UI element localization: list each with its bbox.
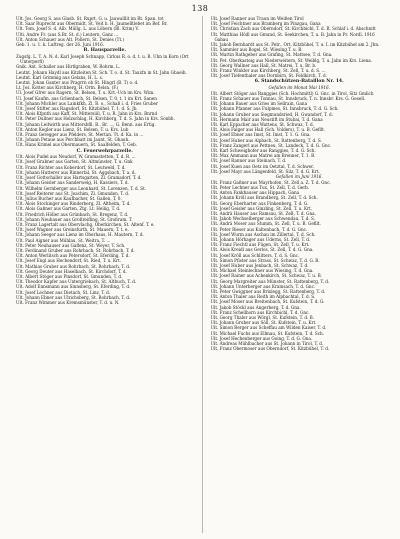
column-divider — [202, 16, 203, 533]
list-entry: Ult. Jakob Bernhardt aus St. Petr., Ort. Kitzbühel, T. u. I. im Kitzbühel am 2. Jhn. — [210, 42, 380, 48]
list-entry: Ult. Georg Margreiter aus Münster, St. Rattenberg, T. d. — [210, 278, 330, 284]
list-entry: Ult. Josef Wurm aus Aschau im Zillertal, T. d. Sch. — [210, 231, 316, 237]
list-entry: Geb. 1. u. 1. k. Luftreg. der 26. Juni 1916. — [16, 42, 105, 48]
list-entry: Ult. Georg Deuter aus Haselbach, St. Kirchdorf, T. d. — [16, 268, 127, 274]
two-column-body — [16, 16, 388, 533]
list-entry: Ult. Jakob Wechselberger aus Schwendau, T. d. S. — [210, 216, 315, 222]
list-entry: Ult. Anton Fankhauser aus Hippach, Gana — [210, 190, 300, 196]
list-entry: Ult. Albert Stöger aus Ranggies (Sch. Hochmittl) G. Gnc. in Tirol, Sitz Gmlich — [210, 90, 374, 96]
list-entry: Ult. Franz Gaßner aus Mayrhofen, St. Zell a. Z. T. d. Gnc. — [210, 179, 331, 185]
list-entry: Ult. Franz Wimmer aus Kremsmünster, T. d. u. N. — [16, 299, 120, 305]
list-entry: Ult. Josef Kröll aus Schlitters, T. d. S. Gnc. — [210, 252, 300, 258]
left-column — [16, 16, 194, 533]
list-entry: Ul. Josef Kaufm. aus Grlienbach, St. Belsen, T. 0, t. 1 im Krt. Sanen — [16, 95, 157, 101]
list-entry: Ult. Georg Thaler aus Wörgl, St. Kufstein, T. d. B. — [210, 315, 315, 321]
list-entry: Ult. Alois Gaßner aus Garten, Ztg. Lt. Heilig, T. d. — [16, 206, 121, 212]
list-entry: Ult. Mathias Gruber aus Rohrbach, St. Rohrbach, T. d. — [16, 263, 131, 269]
list-entry: Ult. Anton Werlitsch aus Petersdorf, St. Eferding, T. d. — [16, 253, 130, 259]
list-entry: Ult. Jakob Stöckl aus Angerberg, T. d. Gna. — [210, 304, 301, 310]
list-entry: Lt. Jos. Kotter aus Kirchberg, H. Ortn. Belsn. (F.) — [16, 85, 119, 91]
list-entry: Ul. Josef Gfrer aus Ragern, St. Belsen, T. u. Krt.-Uch im Krs. Wim. — [16, 90, 155, 96]
list-entry: Ult. Johann Unterberger aus Kramsach, T. d. Gnc. — [210, 283, 316, 289]
list-entry: Ult. Franz Zangerl aus Pettneu, St. Landeck, T. d. G. Gnc. — [210, 142, 332, 148]
list-entry: Ult. Josef Ebner aus Imst, St. Imst, T. 1. G. Gna. — [210, 132, 311, 138]
list-entry: Ult. Franz Obermoser aus Oberndorf, St. Kitzbühel, T. d. — [210, 346, 330, 352]
section-heading: C. Feuerwehrparzelle. — [76, 148, 133, 154]
list-entry: Ult. Franz Schauer aus Tonnau, St. Innsbruck, T. n. Innsbr. Krs. G. Gesell. — [210, 96, 366, 102]
list-entry: Ult. Johann Petaue aus Perchbatt im Jaunt, St. Ghauh. — [16, 137, 130, 143]
list-entry: Ult. Josef Feichtner aus Bramberg im Pinzgau, Gana — [210, 21, 321, 27]
list-entry: Ult. Josef Gottschaller aus Hartsgarten, Zl. Gramadorf, T. d. — [16, 175, 142, 181]
list-entry: Ult. Josef Ranner aus Traun im Weißen Tirol — [210, 16, 304, 21]
list-entry: Gnik. Ant. Schaller aus Hirtlgraben, W. Rohrm. L. — [16, 64, 121, 70]
list-entry: Ult. Josef Hechenberger aus Going, T. d. G. Gna. — [210, 335, 313, 341]
list-entry: Ult. Matthias Hödl aus Gmund, St. Seekirchen, T. u. B. Jahn in Pr. Nordl. 1916 Gabau — [210, 31, 375, 42]
list-entry: Zugsfg. L. T. A. N. d. Karl Joseph Schnapp, Cirkus R. o. d. t. u. B. Uhn in Korn (Ort Unterperfl) — [16, 53, 189, 65]
list-entry: Ult. Michael Steinlechner aus Wiesing, T. d. Gna. — [210, 268, 314, 274]
list-entry: Ult. Albert Stöger aus Pinsdorf, St. Gmunden, T. d. — [16, 273, 123, 279]
list-entry: Ult. Franz Richter aus Koberdorf, St. Leutweld, T. d. — [16, 164, 126, 170]
list-entry: Ult. Johann Ebner aus Ulrichsberg, St. Rohrbach, T. d. — [16, 294, 131, 300]
list-entry: Ult. Hans Krimel aus Obermauern, St. Saalfelden, T. Geb. — [16, 142, 138, 148]
section-heading: 6. Standschützen-Bataillon Nr. 14. — [254, 79, 344, 85]
list-entry: Ult. Johann Kröll aus Brandberg, St. Zell, T. d. Sch. — [210, 195, 318, 201]
list-entry: Ult. Jos. Georg S. aus Glasb. St. Ruprt. G. u. Jauwalllit im Rt. Span. tot — [16, 16, 164, 21]
list-entry: Ult. Johann Pfanner aus Fulpmes, St. Innsbruck, T. d. G. Sch. — [210, 106, 339, 112]
section-heading: B. Hausparzelle. — [83, 48, 126, 54]
list-entry: Ult. Johann Bauer aus Gries im Sellrain, Gana — [210, 101, 308, 107]
list-entry: Ult. Franz Fiechtl aus Fügen, St. Zell, T. u. Krt. — [210, 242, 310, 248]
list-entry: Ult. Adolf Ennsmann aus Sinnsberg, St. Eferding, T. d. — [16, 284, 131, 290]
list-entry: Ult. Alois Stockinger aus Rinderberg, Zl. Altheim, T. d. — [16, 201, 131, 207]
list-entry: Ult. Josef Tiefenthaler aus Dornbirn, St. Feldkirch, T. d. — [210, 73, 327, 79]
list-entry: Ult. Johann Neubauer aus Großreifling, St. Großram. T. — [16, 216, 133, 222]
list-entry: Ult. Simon Pfister aus Strass, St. Schwaz, T. d. G. B. — [210, 257, 320, 263]
list-entry: Ult. Franz Geregger aus Pfelders, St. Mertan. Tt. d. Ka. in ... — [16, 131, 144, 137]
list-entry: Ult. Josef Wagner aus Greinsfurth, St. Mauern, T. t. e. — [16, 227, 129, 233]
list-entry: Ult. Johann Seeger aus Lienz im Oberhaus, H. Mautern, T. d. — [16, 232, 144, 238]
list-entry: Ult. Georg Eberharter aus Finkenberg, T. d. G. — [210, 200, 309, 206]
list-entry: Ult. Georg Wallner aus Hall, St. Matrei, T. u. Br. b. — [210, 62, 317, 68]
list-entry: Ult. Sammler aus Bogel, St. Wiesing T. u. B. — [210, 47, 303, 53]
list-entry: Ult. Peter Lechner aus Tux, St. Zell, T. d. Gerb. — [210, 185, 310, 190]
list-entry: Ult. Johann Michler aus Lainkfkh, Zl. B. o., Schaß i. d. Fries Gruber — [16, 100, 158, 106]
list-entry: Ulti. Andre Fr. (aus S.Br. St. d.) Leutern, Ganz ... — [16, 31, 119, 37]
list-entry: Leutnt. Johann Haydl aus Kitzleiten St. Sch. T. o. d. St. Tauxfn in St. Jahn Gbaeih. — [16, 69, 187, 75]
list-entry: Ult. Josef Ranner aus Steinach, T. d. — [210, 158, 287, 164]
list-entry: Ult. Josef Rainer aus Achenkirch, St. Schwaz, T. u. B. — [210, 273, 322, 279]
list-entry: Ult. Peter Rieser aus Kaltenbach, T. d. G. Gnc. — [210, 226, 308, 232]
list-entry: Ult. Anton Kegler aus Lienz, St. Belsen, T. u. Krs. Lub — [16, 126, 129, 132]
list-entry: Ult. Johann Gruber aus Söll, St. Kufstein, T. u. Krt. — [210, 320, 317, 326]
list-entry: Ult. Josef Geisler aus Ginzling, St. Zell, T. u. Krt. — [210, 205, 312, 211]
list-entry: Ult. Andrä Hauser aus Ramsau, St. Zell, T. d. Gna. — [210, 211, 316, 217]
list-entry: Ult. Johann Geisler aus Sanderwelg, H. Kassiers, T. d. — [16, 180, 129, 186]
list-entry: Ult. Alois Pudel aus Neudorf, W. Gramastetten, T. d. R. ... — [16, 154, 136, 160]
list-entry: Ult. Peter Gwiggner aus Brixlegg, St. Rattenberg, T. d. — [210, 289, 326, 295]
list-entry: Ult. Franz Schellhorn aus Kirchbichl, T. d. Gnc. — [210, 309, 310, 315]
list-entry: Ult. Hermann Mair aus Neustift im Stubai, T. d. Gana — [210, 116, 323, 122]
list-entry: Ult. Anton Schauer aus Alt. Pollern, St. Denies (Tt.) — [16, 36, 125, 42]
list-entry: Ult. Andreas Mühlbacher aus St. Johann in Tirol, T. d. — [210, 341, 324, 347]
list-entry: Ult. Theodor Kapfer aus Untergriebach, St. Altbuch, T. d. — [16, 279, 137, 285]
list-entry: Leutnt. Johan Ganter aus Pragrrn ob St. Hingrl (B. T) o. d. — [16, 79, 139, 85]
list-entry: Ult. Alois Kreidl aus Gerlos, St. Zell, T. d. G. Gna. — [210, 247, 314, 253]
list-entry: Leutnt. Karl Grimmig aus Gelans, H. L. s. — [16, 74, 104, 80]
list-entry: Ult. Josef Huber aus Alpbach, St. Rattenberg, T. d. S. — [210, 137, 322, 143]
list-entry: Ult. Josef Grabner aus Garten, St. Altmünster, T. u. Gnk — [16, 159, 133, 165]
list-entry: Ult. Michael Fuchs aus Ellmau, St. Kufstein, T. d. Sch. — [210, 330, 325, 336]
list-entry: Ult. Josef Kuen aus Oetz im Oetztal, T. d. Schwer. — [210, 163, 314, 169]
page-number: 138 — [191, 4, 209, 13]
list-entry: Ult. Josef Lechner aus Dietach, St. Linz, T. d. — [16, 289, 111, 295]
list-entry: Ult. Johann Gruber aus Siegmundsried, H. Gwandorf, T. d. — [210, 111, 333, 117]
list-entry: Ult. Saar Ruprecht aus Obermidt, St. Veit b. H. Jaumelltlebet im Ref. Br. — [16, 21, 168, 27]
list-entry: Ult. Anton Thaler aus Reith im Alpbachtal, T. d. S. — [210, 294, 316, 300]
list-entry: Ult. Josef Stifter aus Ragsdorf, St. Kitzbühel, T. 1. d. S. Jb. — [16, 105, 138, 111]
list-entry: Ult. Alois Kfpnth aus Kaff, St. Mittersiiil, T. u. R. Jahn in Krs. Bnrnd — [16, 111, 158, 117]
list-entry: Ult. Tom. Josef S. d. Alb. Müllg. L. aus Löbern (Bl. Krim) V. — [16, 26, 139, 32]
list-entry: Ult. Peter Neuhauser aus Gaflenz, St. Weyer, T. Sch. — [16, 242, 126, 248]
list-entry: Ult. Andrä Moser aus Stumm, St. Zell, T. u. B. Gefllt. — [210, 221, 321, 227]
list-entry: Ult. Johann Leitwirth aus Mittersbfll, B.. Br. ..., G. Benn. aus Ertig. — [16, 121, 156, 127]
list-entry: Ult. Wilhelm Gernberger aus Leonhard, St. Lorenzen, T. d. St. — [16, 185, 147, 191]
list-entry: Ult. Alois Falger aus Hall (Sch. Volders), T. u. B. Gefllt. — [210, 127, 326, 133]
list-entry: Ult. Friedrich Höller aus Grünbach, St. Bregenz, T. d. — [16, 211, 129, 217]
list-entry: Ult. Paul Aigner aus Mühlau, St. Weitra, T. ... — [16, 237, 111, 243]
list-entry: Ult. Julius Bucher aus Kaufbacher, St. Gallen, T. 0. — [16, 195, 122, 201]
list-entry: Ult. Josef Mayr aus Längenfeld, St. Silz, T. d. G. Krt. — [210, 168, 320, 174]
list-entry: Ult. Max Ammann aus Matrei am Brenner, T. 1. B. — [210, 153, 316, 159]
list-entry: Ult. Peter Dullner aus Holzschlag, H. Kirchberg, T. d. S. Jahn in Krs. Sonbh. — [16, 116, 175, 122]
list-entry: Ult. Franz Winkler aus Kirchberg, St. Zell, T. u. d. S. ... — [210, 68, 326, 74]
list-entry: Ult. Simon Berger aus Scheffau am Wilden Kaiser, T. d. — [210, 325, 327, 331]
list-entry: Ult. Ferdinand Gruber aus Rohrbach, St. Rohrbach, T. d. — [16, 247, 135, 253]
right-column — [211, 16, 389, 533]
list-entry: Ult. Karl Eppacher aus Wattens, St. Schwaz, T. d. — [210, 122, 314, 128]
list-entry: Ult. Franz Lagertalt aus Obervlachg, Oberkirchen, St. Altenf. T. e. — [16, 221, 155, 227]
list-entry: Ult. Josef Engl aus Hechendorf, St. Ried, T. u. Krt. — [16, 258, 121, 264]
list-entry: Ult. Josef Moser aus Breitenbach, St. Kufstein, T. d. G. — [210, 299, 325, 305]
list-entry: Ult. Karl Schweighofer aus Ranggies, T. d. G. Sch. — [210, 148, 316, 154]
list-entry: Ult. Johann Hörhager aus Uderns, St. Zell, T. d. — [210, 237, 311, 243]
list-entry: Ult. Josef Reiterer aus St. Joachim, Zl. Gmunden, T. d. — [16, 190, 130, 196]
list-entry: Ult. Pet. Oberkasteig aus Niederweitern, St. Weiblg, T. u. Jahn im Krs. Liena. — [210, 57, 373, 63]
list-entry: Ult. Josef Huber aus Jenbach, St. Schwaz, T. d. — [210, 263, 309, 269]
section-subheading: Gefallen im Juni 1916. — [275, 174, 323, 180]
list-entry: Ult. Christian Zach aus Oberndorf, St. Kirchbichl, T. d. R. Schlaf i. d. Abschnitt — [210, 26, 376, 32]
list-entry: Ult. Martin Rathgeber ans Grafing, St. Mattsee, T. d. Gna. — [210, 52, 333, 58]
list-entry: Ult. Johann Hutterer aus Rinnertal, St. Aggsbach, T. a. d. — [16, 169, 136, 175]
section-subheading: Gefallen im Monat Mai 1916. — [268, 85, 330, 91]
